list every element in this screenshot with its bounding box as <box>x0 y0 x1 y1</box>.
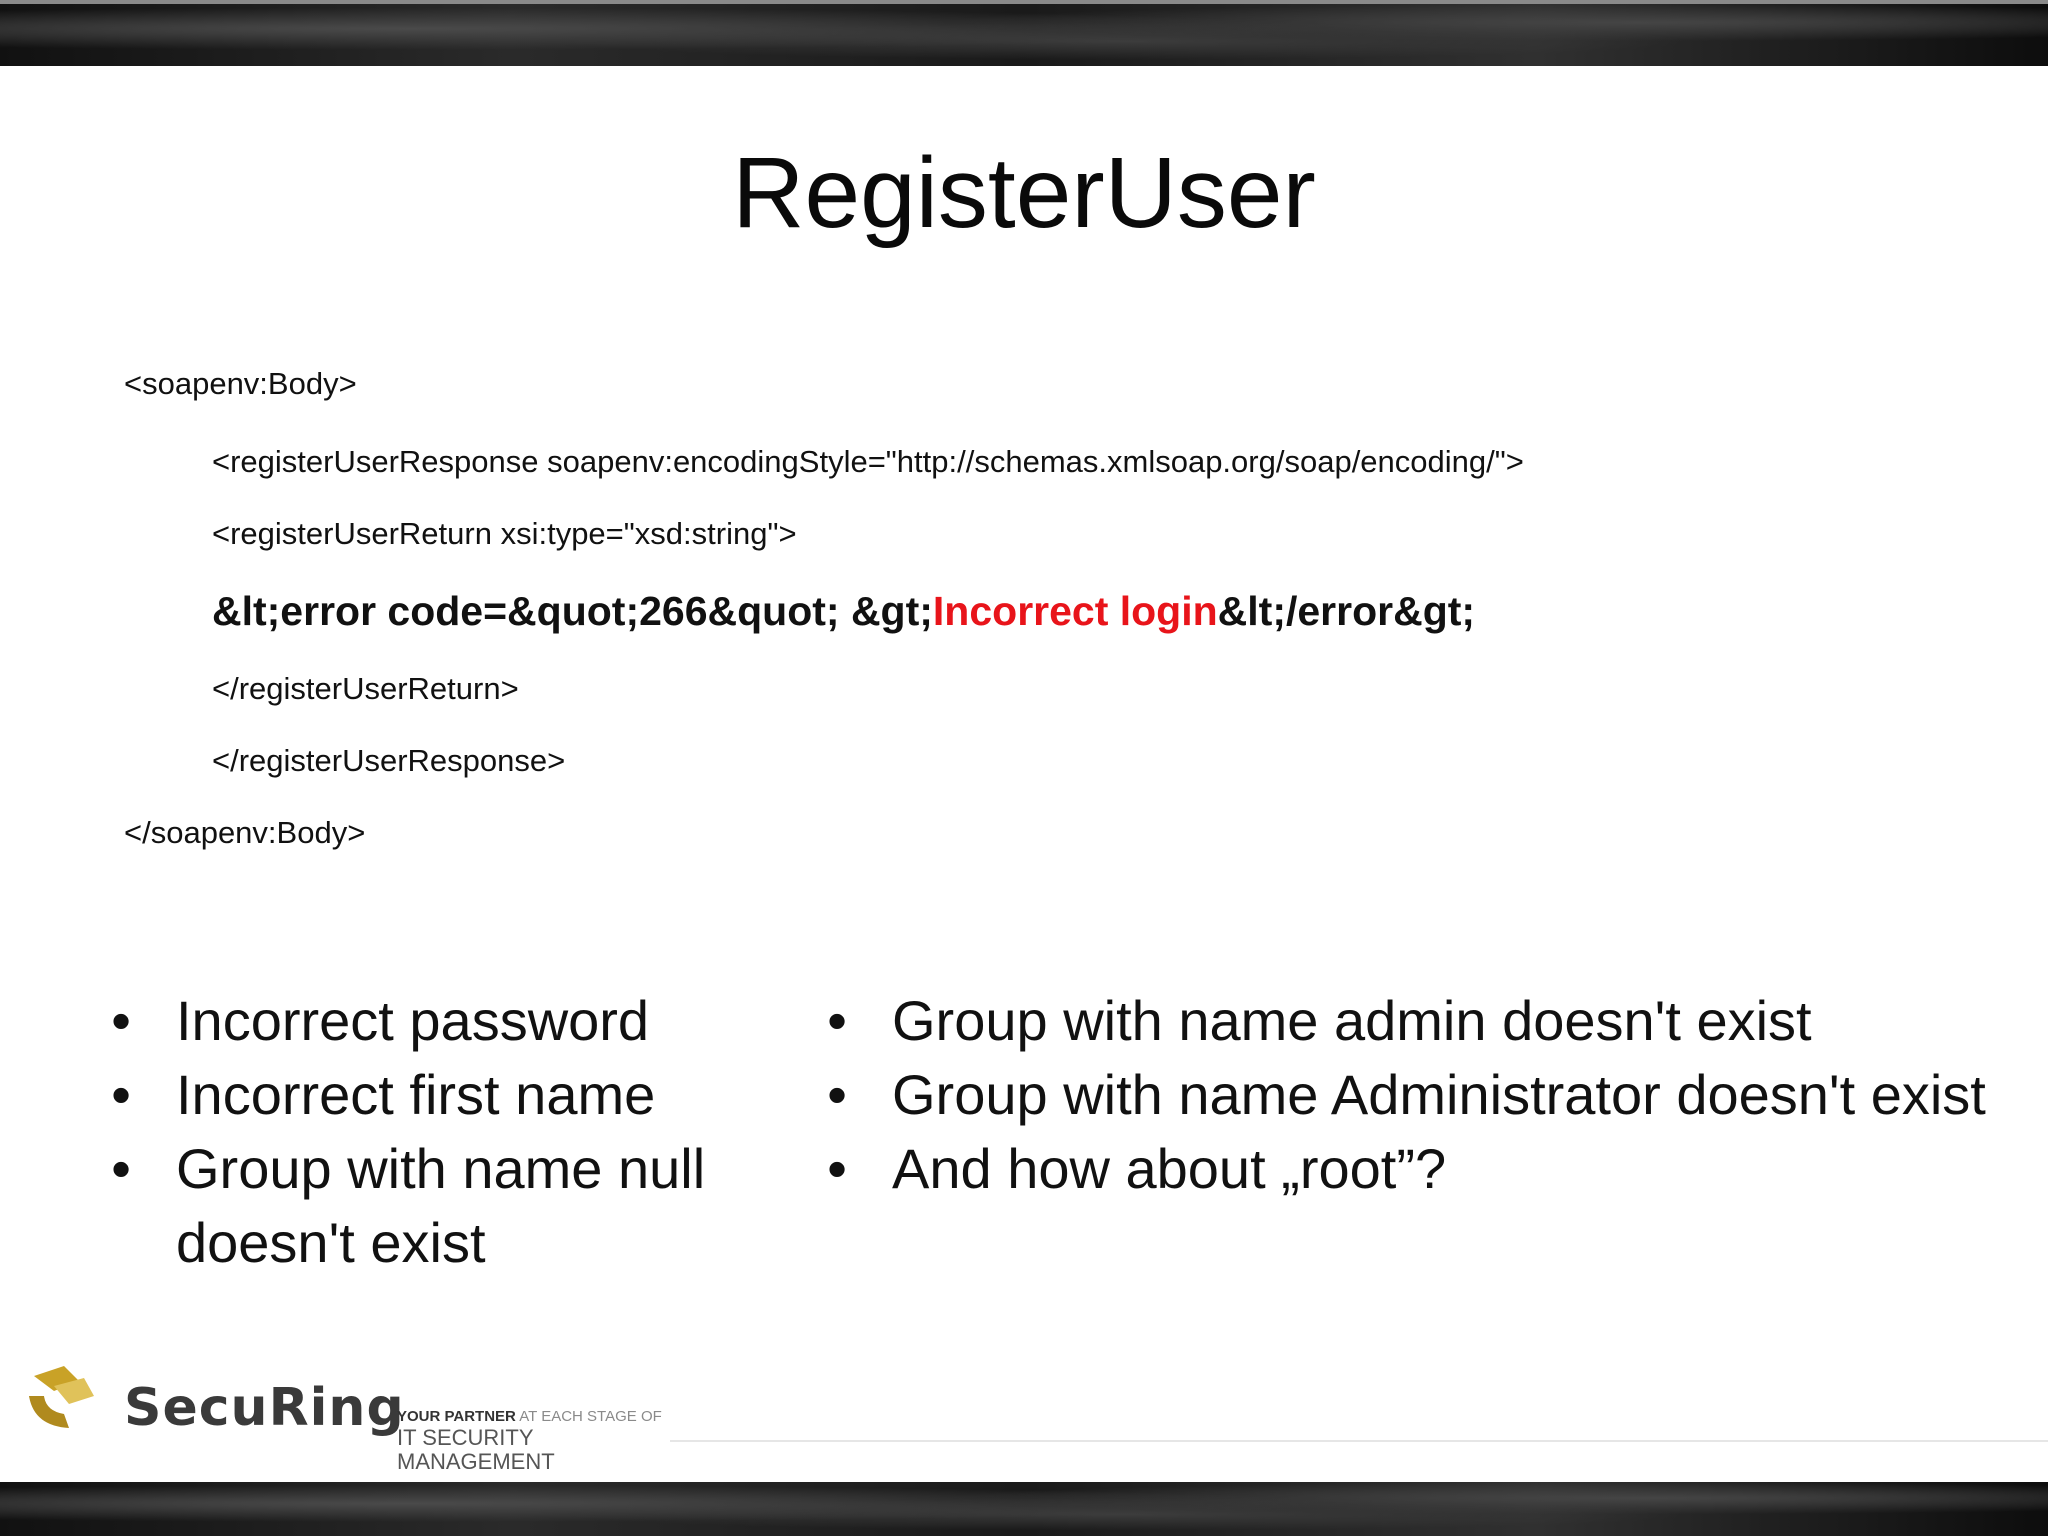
footer-divider <box>670 1440 2048 1442</box>
bullet-icon: • <box>111 989 131 1052</box>
error-code-suffix: &lt;/error&gt; <box>1217 588 1476 634</box>
securing-logo-icon <box>24 1356 114 1446</box>
code-line-error-response <box>212 586 1475 636</box>
bullet-item <box>822 984 2042 1058</box>
bullet-text: Group with name Administrator doesn't exist <box>892 1063 1986 1126</box>
bullet-text: Incorrect first name <box>176 1063 656 1126</box>
tagline-bold: YOUR PARTNER <box>397 1408 516 1425</box>
bullet-text: Incorrect password <box>176 989 650 1052</box>
bullet-item <box>822 1058 2042 1132</box>
top-decorative-bar <box>0 0 2048 66</box>
code-line-soapenv-body-open: <soapenv:Body> <box>124 366 357 401</box>
code-line-register-user-response-close: </registerUserResponse> <box>212 743 566 778</box>
code-line-register-user-response-open: <registerUserResponse soapenv:encodingStyle="http://schemas.xmlsoap.org/soap/encoding/"> <box>212 444 1524 479</box>
bullet-item <box>822 1132 2042 1206</box>
bullet-text: And how about „root”? <box>892 1137 1447 1200</box>
logo-wordmark: SecuRing <box>124 1378 405 1438</box>
code-line-soapenv-body-close: </soapenv:Body> <box>124 815 366 850</box>
code-line-register-user-return-close: </registerUserReturn> <box>212 671 519 706</box>
bullet-icon: • <box>827 1063 847 1126</box>
bullet-icon: • <box>111 1137 131 1200</box>
bullet-text: Group with name null doesn't exist <box>176 1137 706 1274</box>
bullet-icon: • <box>111 1063 131 1126</box>
bullet-list-right <box>822 984 2042 1206</box>
bullet-item <box>106 984 786 1058</box>
tagline-line2: IT SECURITY MANAGEMENT <box>397 1425 555 1474</box>
bullet-item <box>106 1058 786 1132</box>
bullet-text: Group with name admin doesn't exist <box>892 989 1812 1052</box>
footer-logo <box>24 1356 684 1474</box>
bullet-icon: • <box>827 1137 847 1200</box>
bottom-decorative-bar <box>0 1482 2048 1536</box>
code-line-register-user-return-open: <registerUserReturn xsi:type="xsd:string"> <box>212 516 797 551</box>
bullet-list-left <box>106 984 786 1280</box>
footer-tagline <box>397 1408 684 1474</box>
error-code-prefix: &lt;error code=&quot;266&quot; &gt; <box>212 588 933 634</box>
bullet-icon: • <box>827 989 847 1052</box>
error-message-highlight: Incorrect login <box>932 588 1218 634</box>
bullet-item <box>106 1132 786 1280</box>
slide-title: RegisterUser <box>732 137 1316 249</box>
tagline-light: AT EACH STAGE OF <box>515 1408 662 1425</box>
